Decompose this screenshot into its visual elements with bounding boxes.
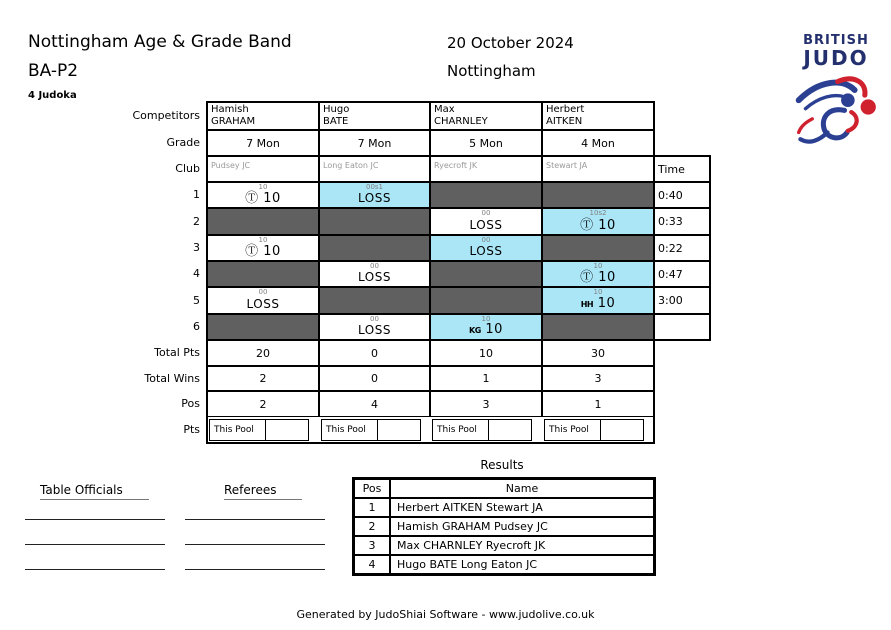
match-cell-loss <box>319 314 430 340</box>
match-corner-score: 10 <box>481 315 491 323</box>
results-name: Hamish GRAHAM Pudsey JC <box>390 517 654 536</box>
competitor-name-cell <box>207 102 319 130</box>
this-pool-box: This Pool <box>209 419 266 441</box>
match-corner-score: 00 <box>370 262 379 270</box>
match-cell-loss <box>430 235 542 261</box>
row-label: 6 <box>193 320 200 333</box>
match-cell-loss <box>430 208 542 235</box>
match-time-cell: 3:00 <box>654 287 710 314</box>
match-win-mark <box>543 297 653 311</box>
pos-cell: 4 <box>319 391 430 417</box>
match-cell-empty <box>542 235 654 261</box>
match-cell-empty <box>430 261 542 287</box>
pts-cell <box>544 419 652 441</box>
club-cell: Stewart JA <box>542 156 654 182</box>
competitor-name-cell <box>319 102 430 130</box>
match-win-mark <box>208 245 318 258</box>
match-cell-win <box>542 261 654 287</box>
referees-label: Referees <box>224 483 302 500</box>
results-title: Results <box>480 458 524 472</box>
match-win-mark <box>543 271 653 284</box>
match-win-mark <box>543 219 653 232</box>
match-cell-win <box>430 314 542 340</box>
match-cell-empty <box>542 314 654 340</box>
event-date: 20 October 2024 <box>447 34 574 52</box>
match-corner-score: 00 <box>481 209 491 217</box>
signature-line <box>25 569 165 570</box>
match-cell-empty <box>207 314 319 340</box>
judoka-figure-icon <box>793 68 879 146</box>
results-row <box>354 498 654 517</box>
grade-cell: 7 Mon <box>319 130 430 156</box>
match-cell-win <box>542 287 654 314</box>
results-name: Hugo BATE Long Eaton JC <box>390 555 654 574</box>
competitor-first-name: Hugo <box>323 104 350 115</box>
row-label: 5 <box>193 293 200 307</box>
judoka-count: 4 Judoka <box>28 90 77 101</box>
match-corner-score: 10 <box>258 183 268 191</box>
row-label: 2 <box>193 214 200 228</box>
results-header-pos: Pos <box>354 479 390 498</box>
match-loss-mark: LOSS <box>358 323 391 337</box>
match-cell-empty <box>430 287 542 314</box>
match-win-mark <box>431 323 541 337</box>
row-label: Pts <box>183 423 200 436</box>
pool-sheet-table <box>207 102 710 443</box>
pos-cell: 1 <box>542 391 654 417</box>
grade-cell: 5 Mon <box>430 130 542 156</box>
win-type-symbol: Ⓣ <box>580 270 594 285</box>
signature-line <box>25 544 165 545</box>
total-pts-cell: 0 <box>319 340 430 366</box>
results-table <box>352 477 656 576</box>
total-pts-cell: 30 <box>542 340 654 366</box>
win-type-symbol: Ⓣ <box>245 244 259 259</box>
match-loss-mark: LOSS <box>358 191 391 205</box>
pts-cell <box>321 419 428 441</box>
row-label: Total Wins <box>144 371 200 385</box>
logo-text-british: BRITISH <box>803 33 869 48</box>
event-location: Nottingham <box>447 62 536 80</box>
match-cell-empty <box>542 182 654 208</box>
match-cell-loss <box>207 287 319 314</box>
club-cell: Ryecroft JK <box>430 156 542 182</box>
logo-text-judo: JUDO <box>803 46 869 70</box>
total-pts-cell: 20 <box>207 340 319 366</box>
competitor-name-cell <box>542 102 654 130</box>
competitor-last-name: BATE <box>323 116 349 127</box>
match-cell-loss <box>319 261 430 287</box>
grade-cell: 7 Mon <box>207 130 319 156</box>
total-wins-cell: 3 <box>542 366 654 391</box>
match-cell-win <box>542 208 654 235</box>
competitor-first-name: Max <box>434 104 455 115</box>
row-label: Competitors <box>132 109 200 122</box>
results-pos: 1 <box>354 498 390 517</box>
results-pos: 2 <box>354 517 390 536</box>
pts-empty-box <box>488 419 532 441</box>
signature-line <box>185 569 325 570</box>
total-pts-cell: 10 <box>430 340 542 366</box>
win-type-symbol: KG <box>469 326 481 335</box>
match-cell-empty <box>319 208 430 235</box>
pts-empty-box <box>265 419 309 441</box>
match-corner-score: 00s1 <box>365 183 383 191</box>
match-corner-score: 00 <box>258 288 268 296</box>
match-cell-win <box>207 182 319 208</box>
results-pos: 3 <box>354 536 390 555</box>
row-label: 3 <box>193 241 200 254</box>
match-time-cell: 0:40 <box>654 182 710 208</box>
match-time-cell <box>654 314 710 340</box>
competitor-last-name: AITKEN <box>546 116 583 127</box>
match-time-cell: 0:47 <box>654 261 710 287</box>
match-cell-loss <box>319 182 430 208</box>
results-header-name: Name <box>390 479 654 498</box>
row-label: Grade <box>166 136 200 149</box>
match-corner-score: 10 <box>593 262 603 270</box>
pos-cell: 2 <box>207 391 319 417</box>
page-title: Nottingham Age & Grade Band <box>28 32 292 52</box>
competitor-last-name: GRAHAM <box>211 116 256 127</box>
competitor-name-cell <box>430 102 542 130</box>
row-label: Club <box>175 162 200 175</box>
row-label: Pos <box>181 397 200 410</box>
results-name: Max CHARNLEY Ryecroft JK <box>390 536 654 555</box>
match-corner-score: 00 <box>481 236 491 244</box>
match-corner-score: 10 <box>593 288 603 296</box>
match-loss-mark: LOSS <box>246 297 280 311</box>
table-officials-label: Table Officials <box>40 483 149 500</box>
pts-cell <box>209 419 317 441</box>
club-cell: Long Eaton JC <box>319 156 430 182</box>
competitor-last-name: CHARNLEY <box>434 116 488 127</box>
club-cell: Pudsey JC <box>207 156 319 182</box>
row-label: 4 <box>193 267 200 280</box>
row-label: 1 <box>193 188 200 201</box>
results-name: Herbert AITKEN Stewart JA <box>390 498 654 517</box>
row-label: Total Pts <box>154 346 200 359</box>
match-time-cell: 0:22 <box>654 235 710 261</box>
competitor-first-name: Herbert <box>546 104 585 115</box>
win-score: 10 <box>258 244 281 259</box>
match-loss-mark: LOSS <box>469 244 503 258</box>
match-corner-score: 10s2 <box>589 209 607 217</box>
pts-cell <box>432 419 540 441</box>
match-cell-empty <box>430 182 542 208</box>
british-judo-logo <box>793 34 879 150</box>
this-pool-box: This Pool <box>544 419 601 441</box>
event-date-block <box>447 34 574 80</box>
footer-credit: Generated by JudoShiai Software - www.judolive.co.uk <box>296 608 595 621</box>
match-corner-score: 10 <box>258 236 268 244</box>
results-row <box>354 555 654 574</box>
match-cell-empty <box>207 208 319 235</box>
win-score: 10 <box>480 322 503 337</box>
pos-cell: 3 <box>430 391 542 417</box>
match-win-mark <box>208 192 318 205</box>
win-type-symbol: HH <box>580 300 594 309</box>
win-score: 10 <box>593 270 616 285</box>
win-type-symbol: Ⓣ <box>245 191 259 206</box>
match-cell-empty <box>319 235 430 261</box>
results-pos: 4 <box>354 555 390 574</box>
win-score: 10 <box>258 191 281 206</box>
signature-line <box>185 519 325 520</box>
match-loss-mark: LOSS <box>469 218 503 232</box>
results-header-row <box>354 479 654 498</box>
match-time-cell: 0:33 <box>654 208 710 235</box>
this-pool-box: This Pool <box>432 419 489 441</box>
win-score: 10 <box>593 218 616 233</box>
match-loss-mark: LOSS <box>358 270 391 284</box>
total-wins-cell: 1 <box>430 366 542 391</box>
pool-code: BA-P2 <box>28 61 79 81</box>
pts-empty-box <box>377 419 421 441</box>
competitor-first-name: Hamish <box>211 104 249 115</box>
total-wins-cell: 2 <box>207 366 319 391</box>
results-row <box>354 517 654 536</box>
match-cell-win <box>207 235 319 261</box>
title-block <box>28 32 292 101</box>
signature-line <box>25 519 165 520</box>
match-cell-empty <box>207 261 319 287</box>
win-type-symbol: Ⓣ <box>580 218 594 233</box>
grade-cell: 4 Mon <box>542 130 654 156</box>
pts-empty-box <box>600 419 644 441</box>
results-row <box>354 536 654 555</box>
win-score: 10 <box>593 296 616 311</box>
signature-line <box>185 544 325 545</box>
total-wins-cell: 0 <box>319 366 430 391</box>
time-column-header: Time <box>654 156 710 182</box>
this-pool-box: This Pool <box>321 419 378 441</box>
match-cell-empty <box>319 287 430 314</box>
match-corner-score: 00 <box>370 315 379 323</box>
